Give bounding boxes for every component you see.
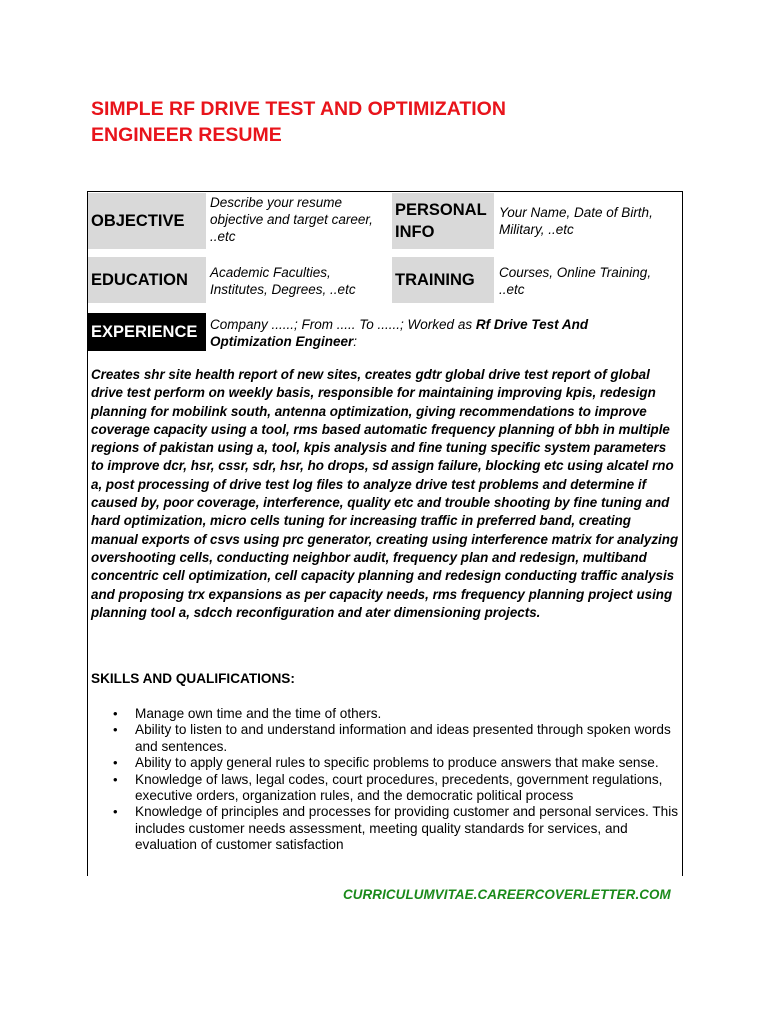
- education-text: Academic Faculties, Institutes, Degrees, ..etc: [210, 265, 356, 297]
- resume-title-line-1: SIMPLE RF DRIVE TEST AND OPTIMIZATION: [91, 98, 506, 120]
- personal-info-label: [392, 193, 494, 249]
- skills-list-item: [91, 722, 679, 755]
- training-text: Courses, Online Training, ..etc: [499, 265, 652, 297]
- personal-info-text: Your Name, Date of Birth, Military, ..etc: [499, 205, 653, 237]
- skills-item-text: Knowledge of laws, legal codes, court procedures, precedents, government regulations, executive orders, organization rules, and the democratic political process: [135, 771, 663, 804]
- experience-company-line: Company ......; From ..... To ......; Worked as: [210, 317, 476, 332]
- skills-list-item: [91, 706, 679, 722]
- skills-item-text: Knowledge of principles and processes for providing customer and personal services. This includes customer needs assessment, meeting quality standards for services, and evaluation of customer satisfaction: [135, 804, 679, 853]
- training-label: TRAINING: [392, 257, 494, 303]
- bullet-icon: •: [113, 771, 118, 787]
- objective-text: Describe your resume objective and target career, ..etc: [210, 195, 373, 244]
- experience-text: [210, 316, 650, 350]
- resume-title-line-2: ENGINEER RESUME: [91, 124, 282, 146]
- experience-suffix: :: [353, 334, 358, 349]
- skills-heading: SKILLS AND QUALIFICATIONS:: [91, 671, 295, 686]
- skills-item-text: Ability to apply general rules to specific problems to produce answers that make sense.: [135, 755, 659, 771]
- skills-list-item: [91, 755, 679, 771]
- skills-list: [91, 706, 679, 854]
- bullet-icon: •: [113, 722, 118, 738]
- resume-title: [91, 96, 651, 148]
- education-label: EDUCATION: [88, 257, 206, 303]
- experience-summary: Creates shr site health report of new sites, creates gdtr global drive test report of global drive test perform on weekly basis, responsible for maintaining improving kpis, redesign planning for mobilink south, antenna optimization, giving recommendations to improve coverage capacity using a tool, rms based automatic frequency planning of bbh in multiple regions of pakistan using a, tool, kpis analysis and fine tuning specific system parameters to improve dcr, hsr, cssr, sdr, hsr, ho drops, sd assign failure, blocking etc using alcatel rno a, post processing of drive test log files to analyze drive test problems and determine if caused by, poor coverage, interference, quality etc and trouble shooting by fine tuning and hard optimization, micro cells tuning for increasing traffic in preferred band, creating manual exports of csvs using prc generator, creating using interference matrix for analyzing overshooting cells, conducting neighbor audit, frequency plan and redesign, multiband concentric cell optimization, cell capacity planning and redesign conducting traffic analysis and proposing trx expansions as per capacity needs, rms frequency planning project using planning tool a, sdcch reconfiguration and ater dimensioning projects.: [91, 367, 679, 620]
- personal-info-label-line-1: PERSONAL: [395, 201, 487, 219]
- objective-label: OBJECTIVE: [88, 193, 206, 249]
- experience-label: EXPERIENCE: [88, 313, 206, 351]
- bullet-icon: •: [113, 706, 118, 721]
- skills-item-text: Manage own time and the time of others.: [135, 706, 382, 721]
- personal-info-label-line-2: INFO: [395, 223, 435, 241]
- bullet-icon: •: [113, 804, 118, 820]
- skills-item-text: Ability to listen to and understand information and ideas presented through spoken words and sentences.: [135, 722, 671, 754]
- skills-list-item: [91, 804, 679, 853]
- skills-list-item: [91, 772, 679, 805]
- footer-website-link[interactable]: CURRICULUMVITAE.CAREERCOVERLETTER.COM: [343, 887, 671, 902]
- experience-role: Rf Drive Test And Optimization Engineer: [210, 317, 589, 349]
- bullet-icon: •: [113, 755, 118, 771]
